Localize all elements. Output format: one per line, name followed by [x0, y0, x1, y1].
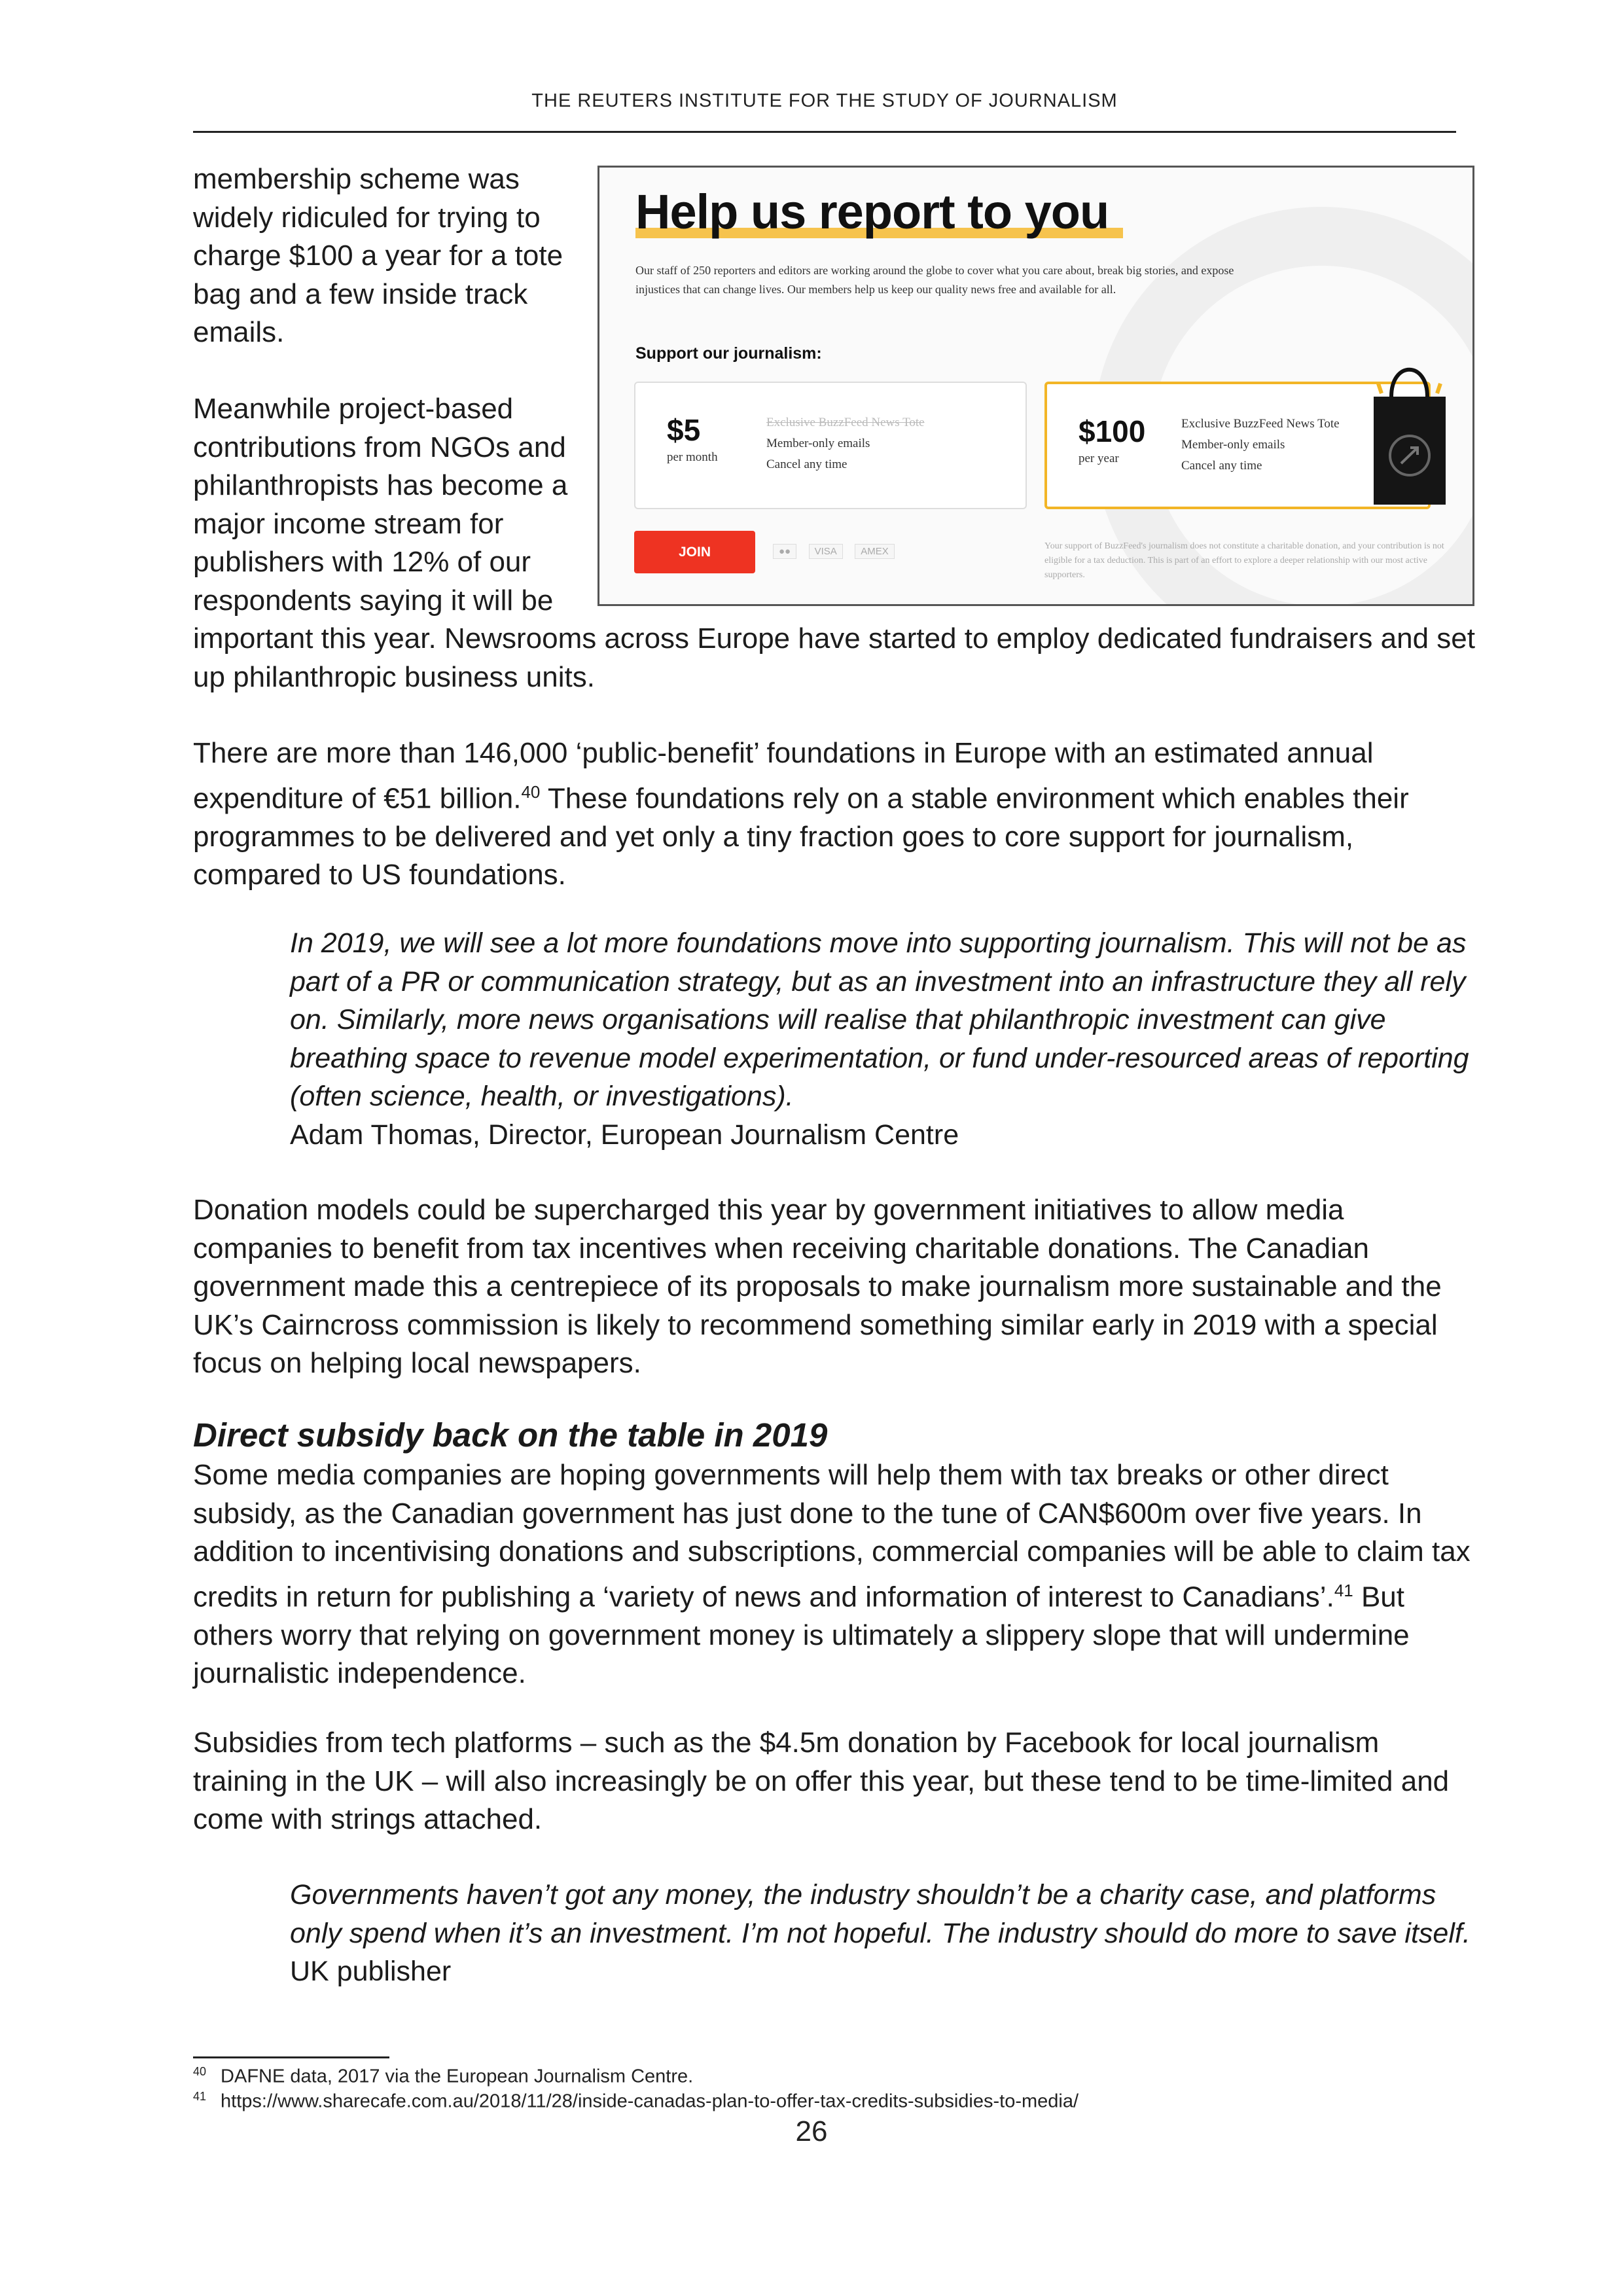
footnote-number: 40: [193, 2065, 207, 2078]
subsidy-text-a: Some media companies are hoping governments will help them with tax breaks or other direct subsidy, as the Canadian government has just done to the tune of CAN$600m over five years. In addition to incentivising donations and subscriptions, commercial companies will be able to claim tax credits in return for publishing a ‘variety of news and information of interest to Canadians’.: [193, 1459, 1471, 1613]
footnote-number: 41: [193, 2090, 207, 2103]
perk-tote: Exclusive BuzzFeed News Tote: [1181, 417, 1340, 431]
footnote-41: [193, 2090, 1079, 2113]
foundations-text-a: There are more than 146,000 ‘public-benefit’ foundations in Europe with an estimated annual expenditure of €51 billion.: [193, 737, 1374, 815]
footnote-rule: [193, 2056, 389, 2058]
subsidy-text-b: But others worry that relying on government money is ultimately a slippery slope that will undermine journalistic independence.: [193, 1581, 1410, 1690]
paragraph-tech-subsidies: Subsidies from tech platforms – such as the $4.5m donation by Facebook for local journalism training in the UK – will also increasingly be on offer this year, but these tend to be time-limited and come with strings attached.: [193, 1727, 1450, 1835]
visa-icon: VISA: [809, 544, 843, 559]
plan-period: per year: [1079, 452, 1119, 465]
perk-tote-unavailable: Exclusive BuzzFeed News Tote: [766, 416, 925, 429]
plan-price: $100: [1079, 414, 1146, 448]
paragraph-meanwhile-wrapped: Meanwhile project-based contributions from NGOs and philanthropists has become a major income stream for publishers with 12% of our respondents saying it will be: [193, 393, 568, 617]
section-subheading: Direct subsidy back on the table in 2019: [193, 1416, 828, 1454]
perk-cancel: Cancel any time: [1181, 459, 1262, 473]
join-button[interactable]: JOIN: [634, 531, 755, 573]
plan-perks: [1181, 414, 1340, 476]
running-header: THE REUTERS INSTITUTE FOR THE STUDY OF JOURNALISM: [531, 90, 1118, 111]
footnote-text: DAFNE data, 2017 via the European Journalism Centre.: [221, 2066, 694, 2087]
plan-price: $5: [667, 413, 701, 447]
pull-quote-1: [290, 924, 1474, 1154]
payment-icons: [773, 544, 904, 559]
screenshot-title: Help us report to you: [635, 185, 1109, 239]
plan-perks: [766, 412, 925, 475]
amex-icon: AMEX: [855, 544, 895, 559]
plan-card-monthly[interactable]: [634, 382, 1027, 509]
footnote-ref-41[interactable]: 41: [1334, 1580, 1353, 1600]
quote-1-attribution: Adam Thomas, Director, European Journalism Centre: [290, 1119, 959, 1151]
foundations-text-b: These foundations rely on a stable environment which enables their programmes to be delivered and yet only a tiny fraction goes to core support for journalism, compared to US foundations.: [193, 782, 1409, 891]
perk-emails: Member-only emails: [766, 437, 870, 450]
perk-emails: Member-only emails: [1181, 438, 1285, 452]
paragraph-foundations: [193, 734, 1476, 895]
tote-bag-icon: [1368, 357, 1450, 508]
quote-2-text: Governments haven’t got any money, the industry shouldn’t be a charity case, and platforms only spend when it’s an investment. I’m not hopeful. The industry should do more to save itself.: [290, 1879, 1471, 1949]
paragraph-donation: Donation models could be supercharged this year by government initiatives to allow media companies to benefit from tax incentives when receiving charitable donations. The Canadian government made this a centrepiece of its proposals to make journalism more sustainable and the UK’s Cairncross commission is likely to recommend something similar early in 2019 with a special focus on helping local newspapers.: [193, 1194, 1442, 1379]
header-rule: [193, 131, 1456, 133]
membership-screenshot: [597, 166, 1474, 606]
pull-quote-2: [290, 1876, 1474, 1991]
quote-1-text: In 2019, we will see a lot more foundations move into supporting journalism. This will not be as part of a PR or communication strategy, but as an investment into an infrastructure they all rely on. Similarly, more news organisations will realise that philanthropic investment can give breathing space to revenue model experimentation, or fund under-resourced areas of reporting (often science, health, or investigations).: [290, 927, 1469, 1112]
footnote-ref-40[interactable]: 40: [521, 781, 541, 802]
screenshot-disclaimer: Your support of BuzzFeed's journalism does not constitute a charitable donation, and your contribution is not eligible for a tax deduction. This is part of an effort to explore a deeper relationship with our most active supporters.: [1044, 541, 1444, 580]
support-label: Support our journalism:: [635, 344, 822, 363]
mastercard-icon: ●●: [773, 544, 796, 559]
quote-2-attribution: UK publisher: [290, 1956, 452, 1987]
paragraph-membership: membership scheme was widely ridiculed for trying to charge $100 a year for a tote bag and a few inside track emails.: [193, 163, 563, 348]
plan-period: per month: [667, 450, 718, 464]
paragraph-subsidy: [193, 1456, 1476, 1693]
footnote-link[interactable]: https://www.sharecafe.com.au/2018/11/28/inside-canadas-plan-to-offer-tax-credits-subsidies-to-media/: [221, 2090, 1079, 2112]
footnote-40: [193, 2065, 693, 2088]
page-number: 26: [795, 2115, 828, 2147]
screenshot-description: Our staff of 250 reporters and editors are working around the globe to cover what you care about, break big stories, and expose injustices that can change lives. Our members help us keep our quality news free and available for all.: [635, 264, 1234, 296]
perk-cancel: Cancel any time: [766, 457, 847, 471]
paragraph-meanwhile-continued: important this year. Newsrooms across Europe have started to employ dedicated fundraisers and set up philanthropic business units.: [193, 622, 1475, 693]
